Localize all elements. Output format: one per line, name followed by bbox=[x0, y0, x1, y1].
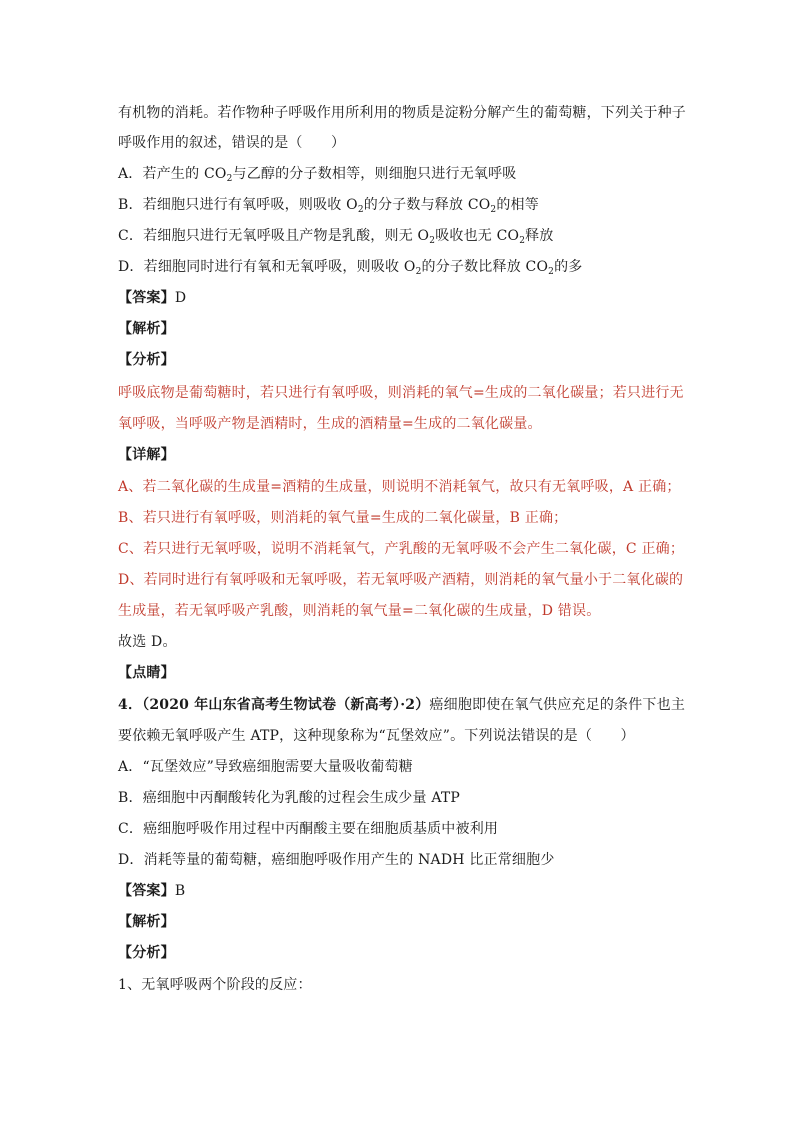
q3-stem-line-1: 有机物的消耗。若作物种子呼吸作用所利用的物质是淀粉分解产生的葡萄糖，下列关于种子 bbox=[118, 105, 686, 121]
q4-option-d: D．消耗等量的葡萄糖，癌细胞呼吸作用产生的 NADH 比正常细胞少 bbox=[118, 852, 555, 868]
q3-option-d: D．若细胞同时进行有氧和无氧呼吸，则吸收 $O_2$的分子数比释放 $CO_2$的多 bbox=[118, 259, 583, 277]
q3-fenxi-tag: 【分析】 bbox=[118, 352, 175, 368]
q3-detail-d-line-1: D、若同时进行有氧呼吸和无氧呼吸，若无氧呼吸产酒精，则消耗的氧气量小于二氧化碳的 bbox=[118, 572, 684, 588]
q4-fenxi-tag: 【分析】 bbox=[118, 945, 175, 961]
q4-stem-text: 癌细胞即使在氧气供应充足的条件下也主 bbox=[429, 697, 686, 713]
q3-detail-c: C、若只进行无氧呼吸，说明不消耗氧气，产乳酸的无氧呼吸不会产生二氧化碳，C 正确； bbox=[118, 541, 685, 557]
q4-option-c: C．癌细胞呼吸作用过程中丙酮酸主要在细胞质基质中被利用 bbox=[118, 821, 499, 837]
q4-number: 4． bbox=[118, 697, 143, 713]
q3-detail-b: B、若只进行有氧呼吸，则消耗的氧气量=生成的二氧化碳量，B 正确； bbox=[118, 510, 568, 526]
q3-answer bbox=[118, 288, 186, 308]
q4-stem-line-1 bbox=[118, 695, 685, 715]
q3-option-a: A．若产生的 $CO_2$与乙醇的分子数相等，则细胞只进行无氧呼吸 bbox=[118, 166, 517, 184]
answer-tag: 【答案】 bbox=[118, 290, 175, 306]
q3-detail-d-line-2: 生成量，若无氧呼吸产乳酸，则消耗的氧气量=二氧化碳的生成量，D 错误。 bbox=[118, 603, 601, 619]
q3-fenxi-line-2: 氧呼吸，当呼吸产物是酒精时，生成的酒精量=生成的二氧化碳量。 bbox=[118, 416, 542, 432]
answer-value: B bbox=[174, 883, 186, 899]
q3-dianjing-tag: 【点睛】 bbox=[118, 665, 175, 681]
q4-jiexi-tag: 【解析】 bbox=[118, 914, 175, 930]
q3-jiexi-tag: 【解析】 bbox=[118, 321, 175, 337]
q4-answer bbox=[118, 881, 185, 901]
q4-stem-line-2: 要依赖无氧呼吸产生 ATP，这种现象称为“瓦堡效应”。下列说法错误的是（ ） bbox=[118, 728, 635, 744]
q3-option-b: B．若细胞只进行有氧呼吸，则吸收 $O_2$的分子数与释放 $CO_2$的相等 bbox=[118, 197, 539, 215]
answer-value: D bbox=[174, 290, 187, 306]
q3-detail-a: A、若二氧化碳的生成量=酒精的生成量，则说明不消耗氧气，故只有无氧呼吸，A 正确； bbox=[118, 479, 681, 495]
q3-option-c: C．若细胞只进行无氧呼吸且产物是乳酸，则无 $O_2$吸收也无 $CO_2$释放 bbox=[118, 228, 554, 246]
q4-option-b: B．癌细胞中丙酮酸转化为乳酸的过程会生成少量 ATP bbox=[118, 790, 461, 806]
q3-fenxi-line-1: 呼吸底物是葡萄糖时，若只进行有氧呼吸，则消耗的氧气=生成的二氧化碳量；若只进行无 bbox=[118, 385, 684, 401]
q4-point-1: 1、无氧呼吸两个阶段的反应： bbox=[118, 977, 312, 993]
q4-option-a: A．“瓦堡效应”导致癌细胞需要大量吸收葡萄糖 bbox=[118, 759, 413, 775]
q3-stem-line-2: 呼吸作用的叙述，错误的是（ ） bbox=[118, 135, 346, 151]
answer-tag: 【答案】 bbox=[118, 883, 175, 899]
q3-xiangjie-tag: 【详解】 bbox=[118, 447, 175, 463]
q4-source: （2020 年山东省高考生物试卷（新高考）·2） bbox=[142, 697, 430, 713]
q3-conclusion: 故选 D。 bbox=[118, 634, 177, 650]
